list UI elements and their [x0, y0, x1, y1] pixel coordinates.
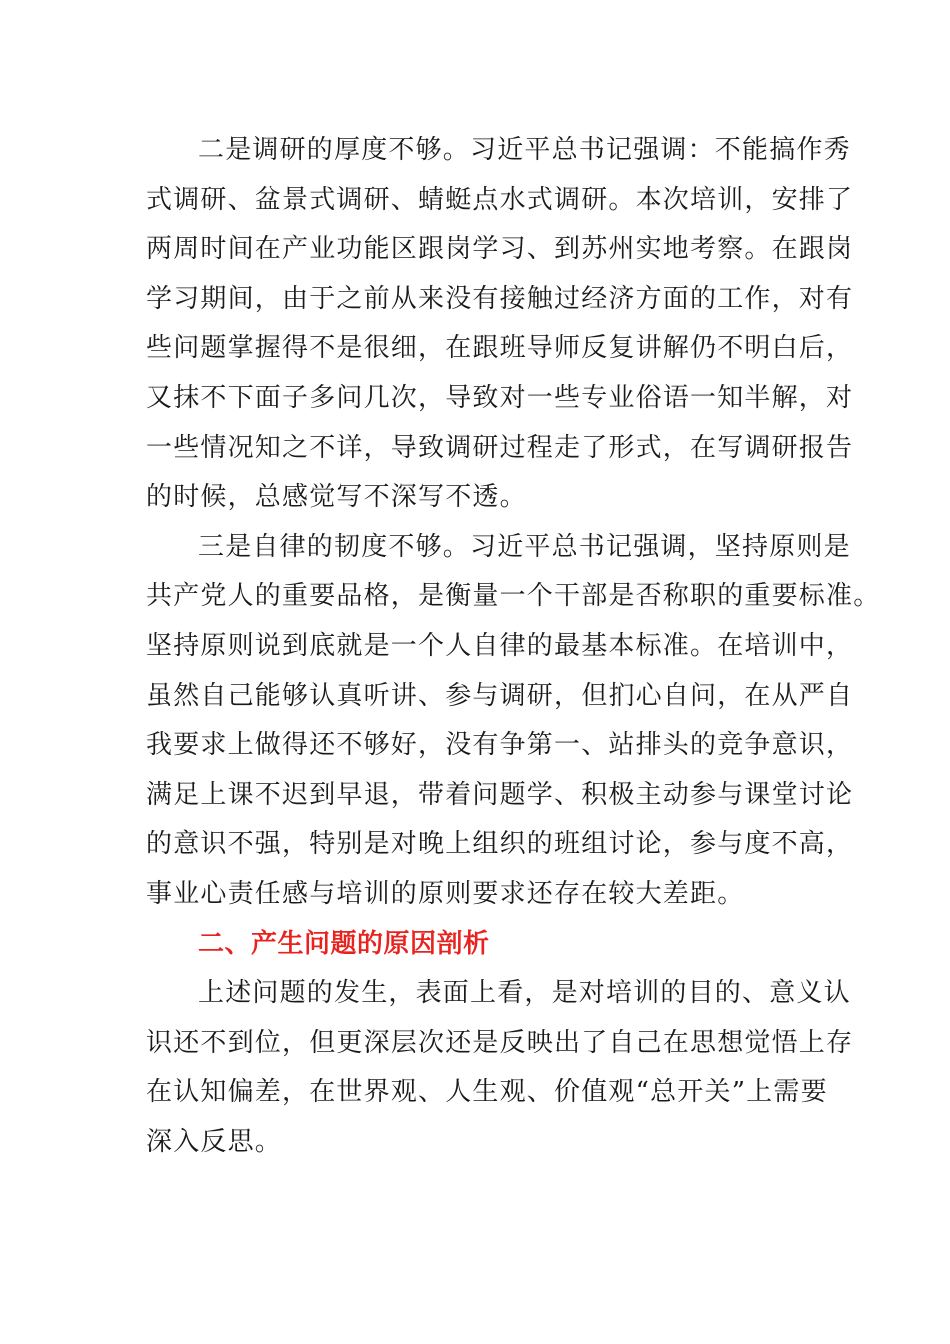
document-body [146, 126, 881, 1167]
paragraph-line: 二是调研的厚度不够。习近平总书记强调：不能搞作秀 [198, 135, 851, 165]
paragraph-line: 在认知偏差，在世界观、人生观、价值观“总开关”上需要 [146, 1077, 828, 1108]
paragraph-line: 我要求上做得还不够好，没有争第一、站排头的竞争意识， [146, 730, 854, 761]
paragraph-line: 式调研、盆景式调研、蜻蜓点水式调研。本次培训，安排了 [146, 184, 854, 215]
paragraph-research-depth [146, 126, 854, 523]
paragraph-line: 上述问题的发生，表面上看，是对培训的目的、意义认 [198, 978, 851, 1009]
paragraph-line: 坚持原则说到底就是一个人自律的最基本标准。在培训中， [146, 630, 854, 661]
paragraph-line: 事业心责任感与培训的原则要求还存在较大差距。 [146, 878, 745, 909]
paragraph-line: 虽然自己能够认真听讲、参与调研，但扪心自问，在从严自 [146, 680, 854, 711]
paragraph-line: 深入反思。 [146, 1126, 283, 1157]
paragraph-line: 的时候，总感觉写不深写不透。 [146, 482, 527, 513]
paragraph-line: 学习期间，由于之前从来没有接触过经济方面的工作，对有 [146, 283, 854, 314]
paragraph-line: 三是自律的韧度不够。习近平总书记强调，坚持原则是 [198, 531, 851, 562]
paragraph-line: 两周时间在产业功能区跟岗学习、到苏州实地考察。在跟岗 [146, 234, 854, 265]
paragraph-line: 共产党人的重要品格，是衡量一个干部是否称职的重要标准。 [146, 581, 881, 612]
paragraph-cause-analysis [146, 969, 854, 1167]
paragraph-line: 些问题掌握得不是很细，在跟班导师反复讲解仍不明白后， [146, 333, 854, 364]
paragraph-line: 满足上课不迟到早退，带着问题学、积极主动参与课堂讨论 [146, 779, 854, 810]
paragraph-line: 一些情况知之不详，导致调研过程走了形式，在写调研报告 [146, 432, 854, 463]
paragraph-line: 识还不到位，但更深层次还是反映出了自己在思想觉悟上存 [146, 1027, 854, 1058]
section-heading: 二、产生问题的原因剖析 [198, 928, 490, 959]
paragraph-self-discipline [146, 523, 881, 920]
paragraph-line: 的意识不强，特别是对晚上组织的班组讨论，参与度不高， [146, 829, 854, 860]
paragraph-line: 又抹不下面子多问几次，导致对一些专业俗语一知半解，对 [146, 382, 854, 413]
